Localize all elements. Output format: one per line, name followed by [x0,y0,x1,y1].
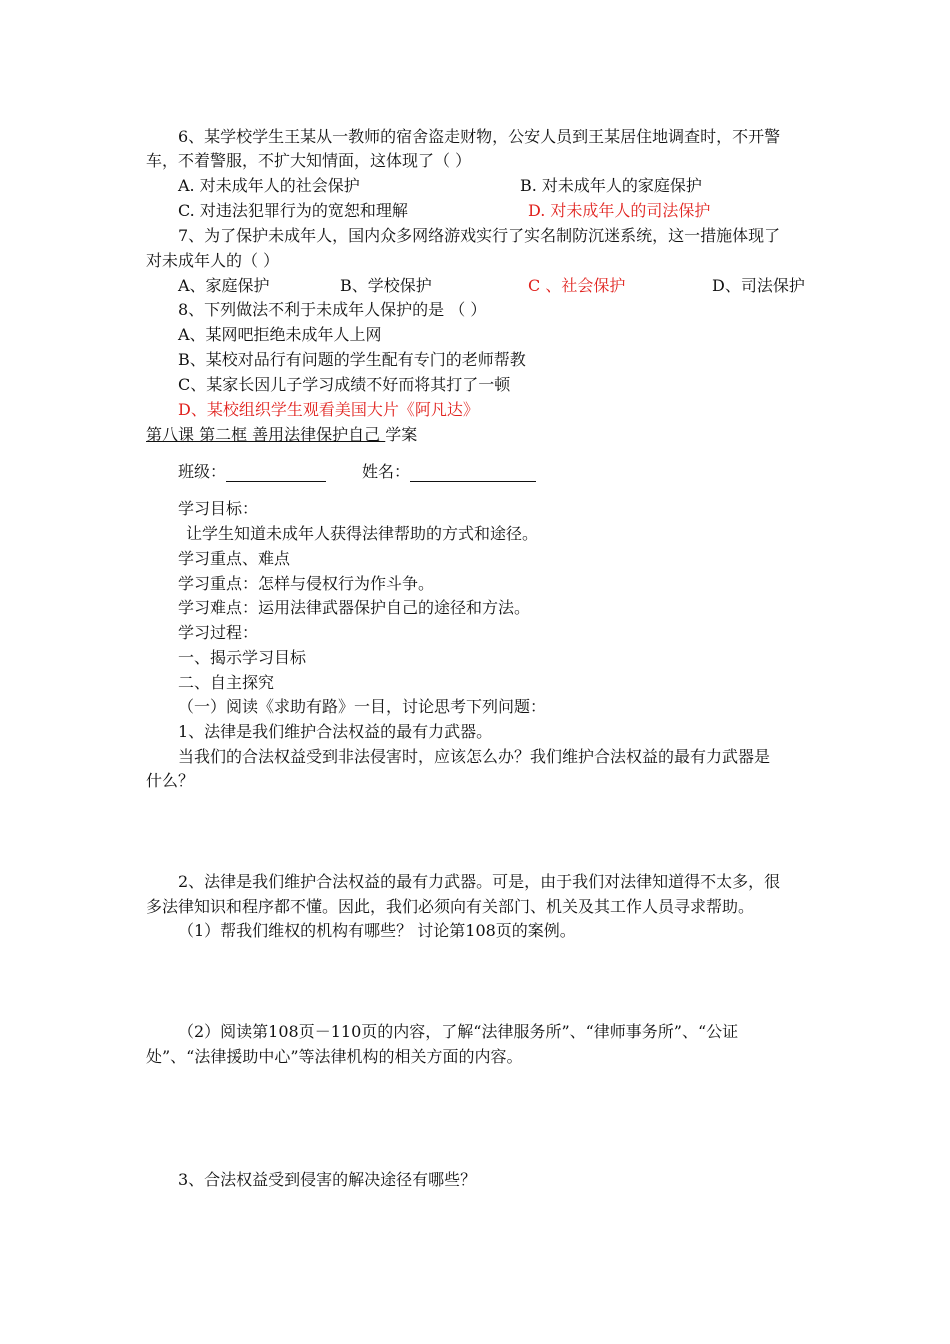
goals-heading: 学习目标： [178,499,259,518]
q6-option-a: A. 对未成年人的社会保护 [178,176,360,195]
q6-option-c: C. 对违法犯罪行为的宽恕和理解 [178,201,408,220]
key-point: 学习重点：怎样与侵权行为作斗争。 [178,574,435,593]
difficulty-point: 学习难点：运用法律武器保护自己的途径和方法。 [178,598,531,617]
item-1-question-line1: 当我们的合法权益受到非法侵害时，应该怎么办？我们维护合法权益的最有力武器是 [178,747,771,766]
lesson-title [146,425,417,445]
name-label: 姓名： [362,462,411,481]
class-field[interactable] [178,462,326,482]
goals-text: 让学生知道未成年人获得法律帮助的方式和途径。 [186,524,539,543]
q6-stem-line2: 车，不着警服，不扩大知情面，这体现了（ ） [146,151,472,170]
item-1-question-line2: 什么？ [146,771,195,790]
item-2-sub1: （1）帮我们维权的机构有哪些？ 讨论第108页的案例。 [178,921,576,940]
q7-stem-line1: 7、为了保护未成年人，国内众多网络游戏实行了实名制防沉迷系统，这一措施体现了 [178,226,781,245]
q7-option-d: D、司法保护 [712,276,805,295]
lesson-title-suffix: 学案 [385,425,418,444]
q7-stem-line2: 对未成年人的（ ） [146,251,280,270]
item-2-sub2-line2: 处”、“法律援助中心”等法律机构的相关方面的内容。 [146,1047,523,1066]
q8-option-b: B、某校对品行有问题的学生配有专门的老师帮教 [178,350,526,369]
q8-option-c: C、某家长因儿子学习成绩不好而将其打了一顿 [178,375,511,394]
q6-option-b: B. 对未成年人的家庭保护 [520,176,702,195]
item-2-sub2-line1: （2）阅读第108页－110页的内容，了解“法律服务所”、“律师事务所”、“公证 [178,1022,739,1041]
process-heading: 学习过程： [178,623,259,642]
item-1: 1、法律是我们维护合法权益的最有力武器。 [178,722,493,741]
q7-option-b: B、学校保护 [340,276,432,295]
item-3: 3、合法权益受到侵害的解决途径有哪些？ [178,1170,477,1189]
name-field[interactable] [362,462,536,482]
class-label: 班级： [178,462,227,481]
q8-option-d-answer: D、某校组织学生观看美国大片《阿凡达》 [178,400,479,419]
key-difficult-heading: 学习重点、难点 [178,549,291,568]
q6-stem-line1: 6、某学校学生王某从一教师的宿舍盗走财物，公安人员到王某居住地调查时，不开警 [178,127,781,146]
q7-option-a: A、家庭保护 [178,276,270,295]
lesson-title-underlined: 第八课 第二框 善用法律保护自己 [146,425,386,444]
q7-option-c-answer: C 、社会保护 [528,276,626,295]
q6-option-d-answer: D. 对未成年人的司法保护 [528,201,711,220]
step-2: 二、自主探究 [178,673,275,692]
name-blank[interactable] [410,465,536,482]
item-2-line2: 多法律知识和程序都不懂。因此，我们必须向有关部门、机关及其工作人员寻求帮助。 [146,897,755,916]
q8-option-a: A、某网吧拒绝未成年人上网 [178,325,382,344]
item-2-line1: 2、法律是我们维护合法权益的最有力武器。可是，由于我们对法律知道得不太多，很 [178,872,781,891]
step-1: 一、揭示学习目标 [178,648,307,667]
class-blank[interactable] [226,465,326,482]
part1-intro: （一）阅读《求助有路》一目，讨论思考下列问题： [178,697,547,716]
q8-stem: 8、下列做法不利于未成年人保护的是 （ ） [178,300,487,319]
